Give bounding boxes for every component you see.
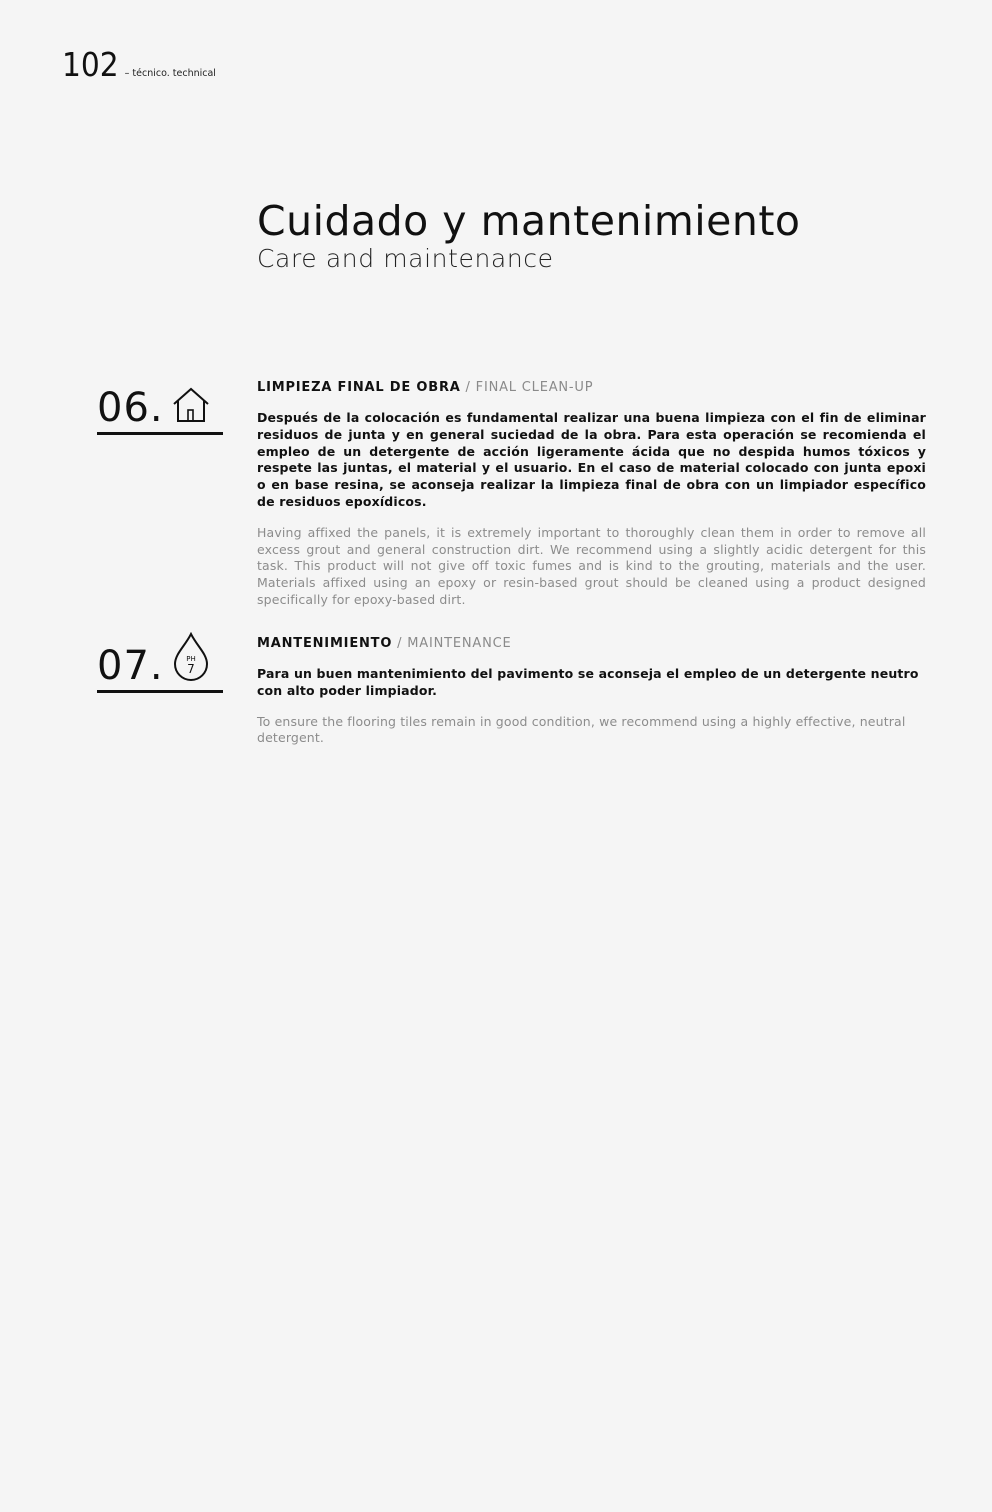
page-title: Cuidado y mantenimiento — [257, 197, 801, 245]
ph-label: PH — [186, 655, 196, 663]
paragraph-en: Having affixed the panels, it is extremely important to thoroughly clean them in order to remove all excess grout and general construction dirt. We recommend using a slightly acidic detergent for this task. This product will not give off toxic fumes and is kind to the grouting, materials and the user. Materials affixed using an epoxy or resin-based grout should be cleaned using a product designed specifically for epoxy-based dirt. — [257, 524, 926, 607]
ph7-drop-icon — [171, 632, 211, 686]
heading-separator: / — [460, 380, 476, 395]
paragraph-en: To ensure the flooring tiles remain in good condition, we recommend using a highly effective, neutral detergent. — [257, 713, 906, 746]
ph-value: 7 — [187, 662, 195, 676]
section-heading-es: MANTENIMIENTO — [257, 636, 393, 651]
section-heading-en: FINAL CLEAN-UP — [475, 380, 594, 395]
section-number: 06. — [97, 385, 164, 431]
section-number-block-06 — [97, 380, 223, 435]
section-number-block-07 — [97, 638, 223, 693]
section-number: 07. — [97, 643, 164, 689]
section-maintenance — [257, 636, 926, 747]
section-rule — [97, 690, 223, 693]
section-heading-es: LIMPIEZA FINAL DE OBRA — [257, 380, 461, 395]
section-heading-en: MAINTENANCE — [407, 636, 512, 651]
section-rule — [97, 432, 223, 435]
heading-separator: / — [392, 636, 408, 651]
page-number: 102 — [62, 45, 119, 84]
paragraph-es: Después de la colocación es fundamental realizar una buena limpieza con el fin de eliminar residuos de junta y en general suciedad de la obra. Para esta operación se recomienda el empleo de un detergente de acción ligeramente ácida que no despida humos tóxicos y respete las juntas, el material y el usuario. En el caso de material colocado con junta epoxi o en base resina, se aconseja realizar la limpieza final de obra con un limpiador específico de residuos epoxídicos. — [257, 410, 926, 509]
title-block — [257, 197, 857, 274]
page-header — [62, 45, 216, 84]
section-final-cleanup — [257, 380, 926, 609]
paragraph-es: Para un buen mantenimiento del pavimento se aconseja el empleo de un detergente neutro con alto poder limpiador. — [257, 666, 919, 698]
house-icon — [171, 386, 211, 428]
page-subtitle: Care and maintenance — [257, 244, 554, 273]
section-heading — [257, 636, 926, 652]
page-section-label: – técnico. technical — [124, 68, 216, 79]
section-heading — [257, 380, 926, 396]
